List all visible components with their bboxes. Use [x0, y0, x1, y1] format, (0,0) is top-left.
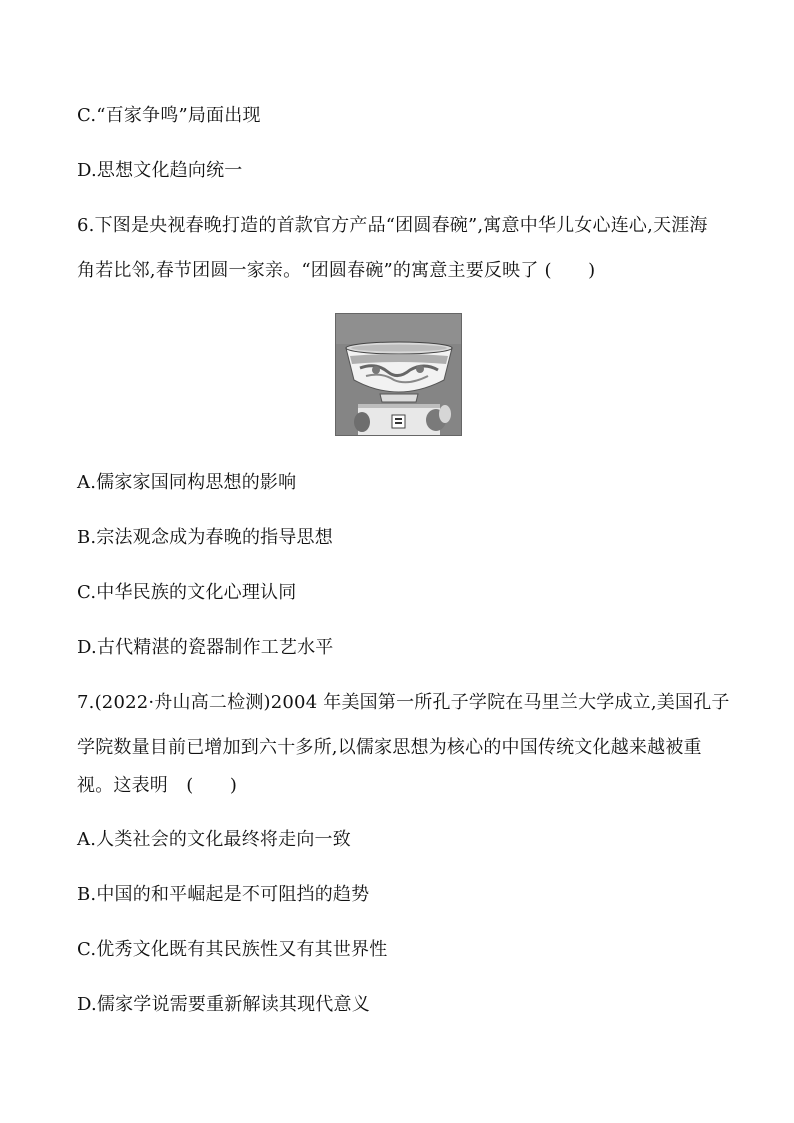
q7-option-b: B.中国的和平崛起是不可阻挡的趋势 — [77, 884, 370, 905]
q6-option-c: C.中华民族的文化心理认同 — [77, 582, 297, 603]
q6-option-a: A.儒家家国同构思想的影响 — [77, 472, 297, 493]
q7-option-a: A.人类社会的文化最终将走向一致 — [77, 829, 351, 850]
q6-stem-line-1: 6.下图是央视春晚打造的首款官方产品“团圆春碗”,寓意中华儿女心连心,天涯海 — [77, 215, 708, 236]
q7-option-c: C.优秀文化既有其民族性又有其世界性 — [77, 939, 388, 960]
q6-option-d: D.古代精湛的瓷器制作工艺水平 — [77, 637, 334, 658]
bowl-photo — [335, 313, 462, 436]
q7-stem-line-2: 学院数量目前已增加到六十多所,以儒家思想为核心的中国传统文化越来越被重 — [77, 737, 702, 758]
q7-stem-line-3: 视。这表明 ( ) — [77, 775, 238, 796]
q6-stem-line-2: 角若比邻,春节团圆一家亲。“团圆春碗”的寓意主要反映了 ( ) — [77, 260, 596, 281]
q7-stem-line-1: 7.(2022·舟山高二检测)2004 年美国第一所孔子学院在马里兰大学成立,美国孔子 — [77, 692, 730, 713]
q6-option-b: B.宗法观念成为春晚的指导思想 — [77, 527, 333, 548]
bowl-illustration — [336, 314, 461, 435]
q7-option-d: D.儒家学说需要重新解读其现代意义 — [77, 994, 370, 1015]
q5-option-c: C.“百家争鸣”局面出现 — [77, 105, 261, 126]
q5-option-d: D.思想文化趋向统一 — [77, 160, 243, 181]
